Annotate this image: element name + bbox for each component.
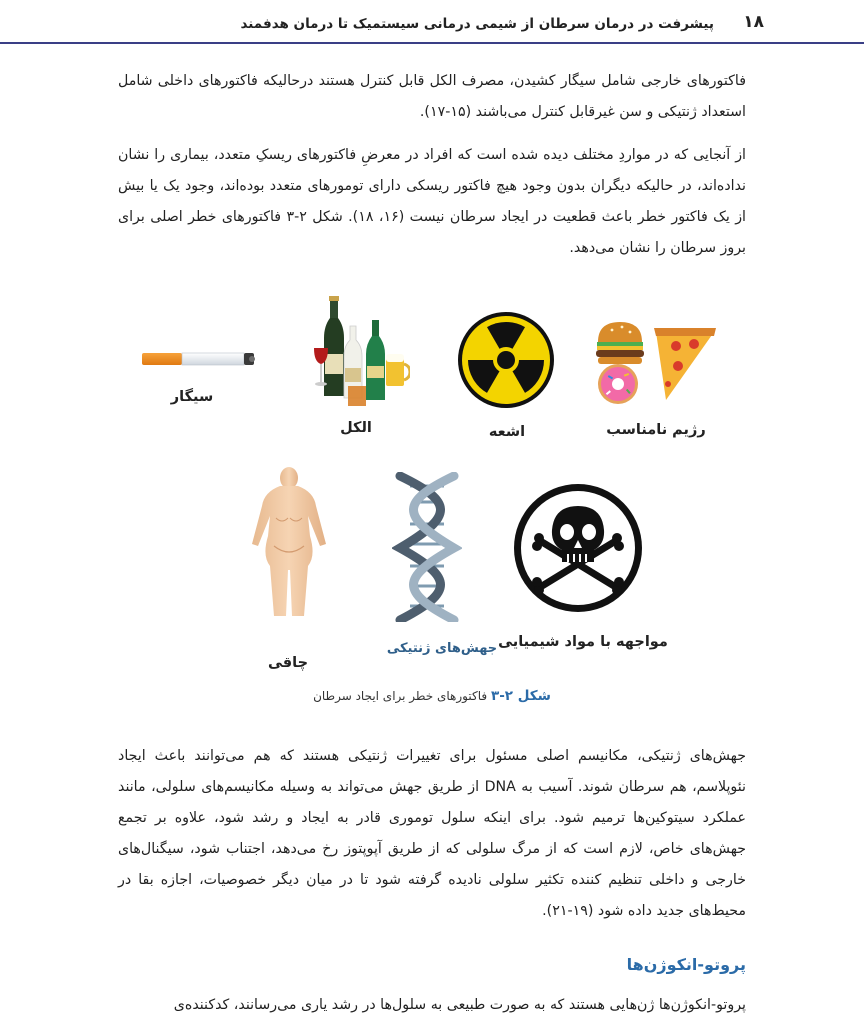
paragraph-genetic-mutations: جهش‌های ژنتیکی، مکانیسم اصلی مسئول برای تغییرات ژنتیکی هستند که هم می‌توانند باعث ایجاد نئوپلاسم، هم سرطان شوند. آسیب به DNA از طریق جهش می‌تواند به وسیله مکانیسم‌های سلولی، مانند عملکرد سیتوکین‌ها ترمیم شود. برای اینکه سلول توموری قادر به ایجاد و رشد شود، علاوه بر تجمع جهش‌های خاص، لازم است که از مرگ سلولی که از طریق آپوپتوز رخ می‌دهد، اجتناب شود، سیگنال‌های خارجی و داخلی تنظیم کننده تکثیر سلولی نادیده گرفته شود تا در میان دیگر خصوصیات، اجازه بقا در محیط‌های جدید داده شود (۱۹-۲۱). (118, 748, 746, 919)
dna-helix-icon (392, 472, 462, 622)
label-alcohol: الکل (340, 420, 372, 436)
skull-crossbones-icon (512, 482, 644, 614)
running-header (0, 8, 864, 44)
paragraph-proto-oncogenes: پروتو-انکوژن‌ها ژن‌هایی هستند که به صورت طبیعی به سلول‌ها در رشد یاری می‌رسانند، کدکننده‌ی (173, 997, 746, 1013)
cigarette-icon (140, 344, 258, 374)
figure-caption (0, 688, 864, 704)
label-genetic-mutations: جهش‌های ژنتیکی (386, 641, 498, 656)
poor-diet-food-icon (594, 318, 718, 406)
paragraph-multiple-risk-factors: از آنجایی که در مواردِ مختلف دیده شده است که افراد در معرضِ فاکتورهای ریسکِ متعدد، بیماری را نشان نداده‌اند، در حالیکه دیگران بدون وجود هیچ فاکتور ریسکی دارای تومورهای متعدد بوده‌اند، وجود یک یا بیش از یک فاکتور خطر باعث قطعیت در ایجاد سرطان نیست (۱۶، ۱۸). شکل ۲-۳ فاکتورهای خطر اصلی برای بروز سرطان را نشان می‌دهد. (118, 147, 746, 256)
figure-caption-text: فاکتورهای خطر برای ایجاد سرطان (313, 689, 488, 703)
label-chemical-exposure: مواجهه با مواد شیمیایی (498, 634, 668, 650)
label-cigarette: سیگار (170, 389, 214, 405)
obesity-figure-icon (244, 466, 334, 622)
figure-caption-number: شکل ۲-۳ (490, 688, 551, 704)
section-heading-proto-oncogenes: پروتو-انکوژن‌ها (626, 955, 746, 974)
alcohol-bottles-icon (310, 296, 410, 410)
label-radiation: اشعه (488, 424, 526, 440)
label-obesity: چاقی (267, 655, 309, 671)
radiation-icon (456, 310, 556, 410)
running-header-title: پیشرفت در درمان سرطان از شیمی درمانی سیستمیک تا درمان هدفمند (240, 16, 714, 32)
paragraph-risk-factors-intro: فاکتورهای خارجی شامل سیگار کشیدن، مصرف الکل قابل کنترل هستند درحالیکه فاکتورهای داخلی شامل استعداد ژنتیکی و سن غیرقابل کنترل می‌باشند (۱۵-۱۷). (118, 73, 746, 120)
label-poor-diet: رژیم نامناسب (606, 422, 706, 438)
page-number: ۱۸ (743, 12, 764, 32)
